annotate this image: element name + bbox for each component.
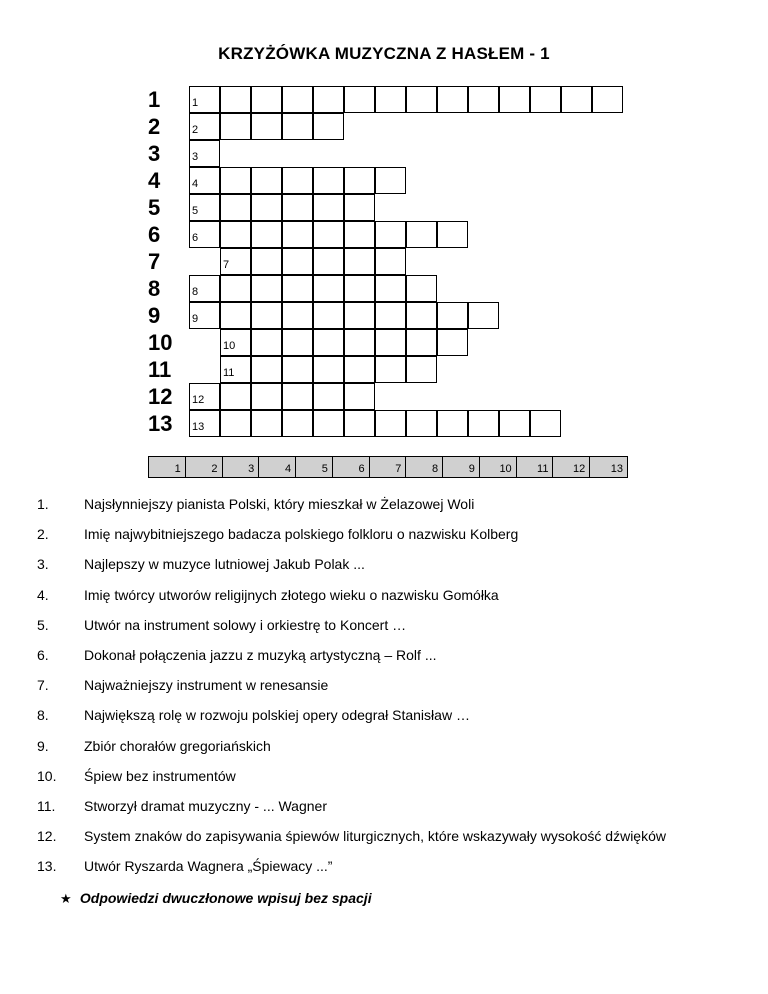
crossword-cell[interactable]	[189, 167, 220, 194]
clue-index: 7.	[37, 677, 49, 694]
crossword-cell[interactable]	[375, 275, 406, 302]
crossword-cell[interactable]	[220, 194, 251, 221]
clue-number: 2	[192, 124, 199, 136]
clue-index: 4.	[37, 586, 49, 603]
password-cell[interactable]: 13	[610, 463, 623, 475]
crossword-cell[interactable]	[220, 383, 251, 410]
password-bar	[148, 456, 628, 478]
row-number: 5	[148, 195, 161, 220]
crossword-cell[interactable]	[468, 410, 499, 437]
crossword-cell[interactable]	[282, 248, 313, 275]
clue-item	[0, 856, 768, 876]
crossword-cell[interactable]	[189, 275, 220, 302]
crossword-cell[interactable]	[220, 113, 251, 140]
crossword-cell[interactable]	[344, 356, 375, 383]
clue-item	[0, 736, 768, 756]
crossword-cell[interactable]	[189, 86, 220, 113]
crossword-cell[interactable]	[220, 248, 251, 275]
crossword-cell[interactable]	[313, 383, 344, 410]
crossword-cell[interactable]	[220, 329, 251, 356]
clue-index: 6.	[37, 647, 49, 663]
row-number: 4	[148, 168, 161, 193]
crossword-cell[interactable]	[344, 167, 375, 194]
crossword-cell[interactable]	[468, 86, 499, 113]
crossword-cell[interactable]	[251, 194, 282, 221]
clue-index: 13.	[37, 858, 57, 875]
row-number: 3	[148, 141, 161, 166]
crossword-cell[interactable]	[189, 302, 220, 329]
star-icon: ★	[60, 891, 72, 906]
clue-index: 9.	[37, 737, 49, 754]
clue-text: System znaków do zapisywania śpiewów liturgicznych, które wskazywały wysokość dźwięków	[84, 828, 666, 845]
crossword-cell[interactable]	[406, 275, 437, 302]
crossword-cell[interactable]	[499, 410, 530, 437]
crossword-cell[interactable]	[561, 86, 592, 113]
clue-number: 5	[192, 205, 199, 217]
crossword-cell[interactable]	[437, 302, 468, 329]
page-title: KRZYŻÓWKA MUZYCZNA Z HASŁEM - 1	[218, 44, 550, 63]
crossword-cell[interactable]	[282, 329, 313, 356]
crossword-cell[interactable]	[251, 302, 282, 329]
crossword-cell[interactable]	[344, 383, 375, 410]
clue-text: Dokonał połączenia jazzu z muzyką artystyczną – Rolf ...	[84, 647, 437, 663]
crossword-cell[interactable]	[220, 356, 251, 383]
clue-text: Największą rolę w rozwoju polskiej opery odegrał Stanisław …	[84, 707, 470, 724]
crossword-cell[interactable]	[220, 302, 251, 329]
crossword-cell[interactable]	[313, 410, 344, 437]
crossword-cell[interactable]	[282, 86, 313, 113]
crossword-cell[interactable]	[251, 329, 282, 356]
clue-item	[0, 766, 768, 786]
crossword-cell[interactable]	[406, 302, 437, 329]
crossword-cell[interactable]	[251, 410, 282, 437]
crossword-cell[interactable]	[313, 329, 344, 356]
clue-text: Najważniejszy instrument w renesansie	[84, 677, 329, 694]
clue-index: 2.	[37, 526, 49, 543]
crossword-cell[interactable]	[406, 221, 437, 248]
clue-index: 12.	[37, 828, 57, 845]
crossword-cell[interactable]	[375, 302, 406, 329]
clue-number: 13	[192, 421, 205, 433]
crossword-cell[interactable]	[375, 221, 406, 248]
crossword-cell[interactable]	[530, 410, 561, 437]
password-cell[interactable]: 6	[333, 457, 370, 477]
clue-number: 6	[192, 232, 199, 244]
row-number: 10	[148, 330, 173, 355]
crossword-cell[interactable]	[406, 86, 437, 113]
crossword-cell[interactable]	[220, 167, 251, 194]
crossword-cell[interactable]	[375, 329, 406, 356]
clue-number: 1	[192, 97, 199, 109]
crossword-cell[interactable]	[251, 86, 282, 113]
clue-text: Śpiew bez instrumentów	[84, 767, 236, 784]
clue-text: Imię najwybitniejszego badacza polskiego folkloru o nazwisku Kolberg	[84, 526, 519, 543]
clue-number: 7	[223, 259, 230, 271]
crossword-cell[interactable]	[313, 167, 344, 194]
crossword-cell[interactable]	[251, 113, 282, 140]
password-cell[interactable]: 5	[296, 457, 333, 477]
password-cell[interactable]: 4	[259, 457, 296, 477]
password-cell[interactable]: 8	[406, 457, 443, 477]
clue-item	[0, 645, 768, 665]
crossword-cell[interactable]	[313, 275, 344, 302]
row-number: 12	[148, 384, 173, 409]
crossword-cell[interactable]	[220, 275, 251, 302]
crossword-cell[interactable]	[189, 221, 220, 248]
crossword-cell[interactable]	[251, 356, 282, 383]
crossword-cell[interactable]	[344, 329, 375, 356]
crossword-cell[interactable]	[313, 86, 344, 113]
clue-index: 1.	[37, 496, 49, 512]
clue-text: Imię twórcy utworów religijnych złotego wieku o nazwisku Gomółka	[84, 586, 499, 603]
crossword-cell[interactable]	[251, 167, 282, 194]
password-cell[interactable]: 3	[223, 457, 260, 477]
crossword-cell[interactable]	[189, 410, 220, 437]
crossword-cell[interactable]	[437, 329, 468, 356]
crossword-cell[interactable]	[282, 194, 313, 221]
crossword-cell[interactable]	[282, 383, 313, 410]
crossword-cell[interactable]	[313, 302, 344, 329]
crossword-cell[interactable]	[282, 410, 313, 437]
clue-item	[0, 585, 768, 605]
clue-item	[0, 494, 768, 514]
crossword-cell[interactable]	[251, 383, 282, 410]
clue-item	[0, 554, 768, 574]
clue-index: 11.	[37, 798, 56, 814]
crossword-cell[interactable]	[189, 383, 220, 410]
password-cell[interactable]: 12	[553, 457, 590, 477]
crossword-cell[interactable]	[344, 302, 375, 329]
clue-number: 4	[192, 178, 199, 190]
clue-item	[0, 796, 768, 816]
instruction-text: Odpowiedzi dwuczłonowe wpisuj bez spacji	[79, 890, 372, 906]
clue-item	[0, 615, 768, 635]
clue-item	[0, 675, 768, 695]
clue-number: 11	[223, 367, 235, 379]
clue-text: Utwór na instrument solowy i orkiestrę to Koncert …	[84, 616, 407, 633]
clue-text: Utwór Ryszarda Wagnera „Śpiewacy ...”	[84, 858, 333, 875]
clue-text: Najsłynniejszy pianista Polski, który mieszkał w Żelazowej Woli	[84, 496, 475, 512]
crossword-cell[interactable]	[282, 275, 313, 302]
crossword-cell[interactable]	[282, 167, 313, 194]
clue-item	[0, 826, 768, 846]
crossword-cell[interactable]	[313, 356, 344, 383]
clue-number: 10	[223, 340, 236, 352]
crossword-cell[interactable]	[375, 167, 406, 194]
crossword-cell[interactable]	[313, 221, 344, 248]
clue-number: 12	[192, 394, 205, 406]
password-cell[interactable]: 11	[517, 457, 554, 477]
crossword-cell[interactable]	[313, 194, 344, 221]
clue-item	[0, 705, 768, 725]
row-number: 2	[148, 114, 161, 139]
crossword-cell[interactable]	[344, 194, 375, 221]
crossword-cell[interactable]	[189, 194, 220, 221]
crossword-cell[interactable]	[437, 86, 468, 113]
crossword-cell[interactable]	[189, 113, 220, 140]
instruction-note	[60, 888, 372, 909]
crossword-cell[interactable]	[468, 302, 499, 329]
crossword-cell[interactable]	[282, 221, 313, 248]
crossword-cell[interactable]	[375, 410, 406, 437]
clue-text: Najlepszy w muzyce lutniowej Jakub Polak ...	[84, 556, 365, 573]
crossword-cell[interactable]	[375, 356, 406, 383]
password-cell[interactable]: 7	[370, 457, 407, 477]
clue-index: 5.	[37, 616, 49, 633]
crossword-cell[interactable]	[220, 221, 251, 248]
clue-item	[0, 524, 768, 544]
crossword-cell[interactable]	[344, 275, 375, 302]
crossword-grid	[0, 0, 768, 470]
row-number: 1	[148, 87, 161, 112]
crossword-cell[interactable]	[375, 248, 406, 275]
crossword-cell[interactable]	[282, 356, 313, 383]
crossword-cell[interactable]	[406, 329, 437, 356]
crossword-cell[interactable]	[251, 275, 282, 302]
crossword-cell[interactable]	[592, 86, 623, 113]
clue-text: Zbiór chorałów gregoriańskich	[84, 737, 271, 754]
row-number: 7	[148, 249, 161, 274]
row-number: 9	[148, 303, 161, 328]
crossword-cell[interactable]	[437, 221, 468, 248]
crossword-cell[interactable]	[313, 113, 344, 140]
password-cell[interactable]: 9	[443, 457, 480, 477]
clue-number: 3	[192, 151, 199, 163]
crossword-cell[interactable]	[530, 86, 561, 113]
crossword-cell[interactable]	[313, 248, 344, 275]
clue-number: 9	[192, 313, 199, 325]
crossword-cell[interactable]	[220, 410, 251, 437]
crossword-cell[interactable]	[406, 356, 437, 383]
password-cell[interactable]: 2	[186, 457, 223, 477]
crossword-cell[interactable]	[189, 140, 220, 167]
crossword-cell[interactable]	[344, 410, 375, 437]
crossword-cell[interactable]	[344, 221, 375, 248]
password-cell[interactable]: 10	[480, 457, 517, 477]
password-cell[interactable]: 1	[149, 457, 186, 477]
crossword-cell[interactable]	[344, 248, 375, 275]
clue-index: 10.	[37, 767, 57, 784]
row-number: 6	[148, 222, 161, 247]
row-number: 11	[148, 357, 172, 382]
crossword-cell[interactable]	[282, 302, 313, 329]
clue-number: 8	[192, 286, 199, 298]
crossword-cell[interactable]	[251, 248, 282, 275]
row-number: 8	[148, 276, 161, 301]
row-number: 13	[148, 411, 173, 436]
clue-text: Stworzył dramat muzyczny - ... Wagner	[84, 798, 327, 814]
crossword-cell[interactable]	[344, 86, 375, 113]
crossword-cell[interactable]	[499, 86, 530, 113]
crossword-cell[interactable]	[282, 113, 313, 140]
clue-index: 8.	[37, 707, 49, 724]
crossword-cell[interactable]	[375, 86, 406, 113]
crossword-cell[interactable]	[437, 410, 468, 437]
crossword-cell[interactable]	[406, 410, 437, 437]
crossword-cell[interactable]	[251, 221, 282, 248]
clue-index: 3.	[37, 556, 49, 573]
crossword-cell[interactable]	[220, 86, 251, 113]
